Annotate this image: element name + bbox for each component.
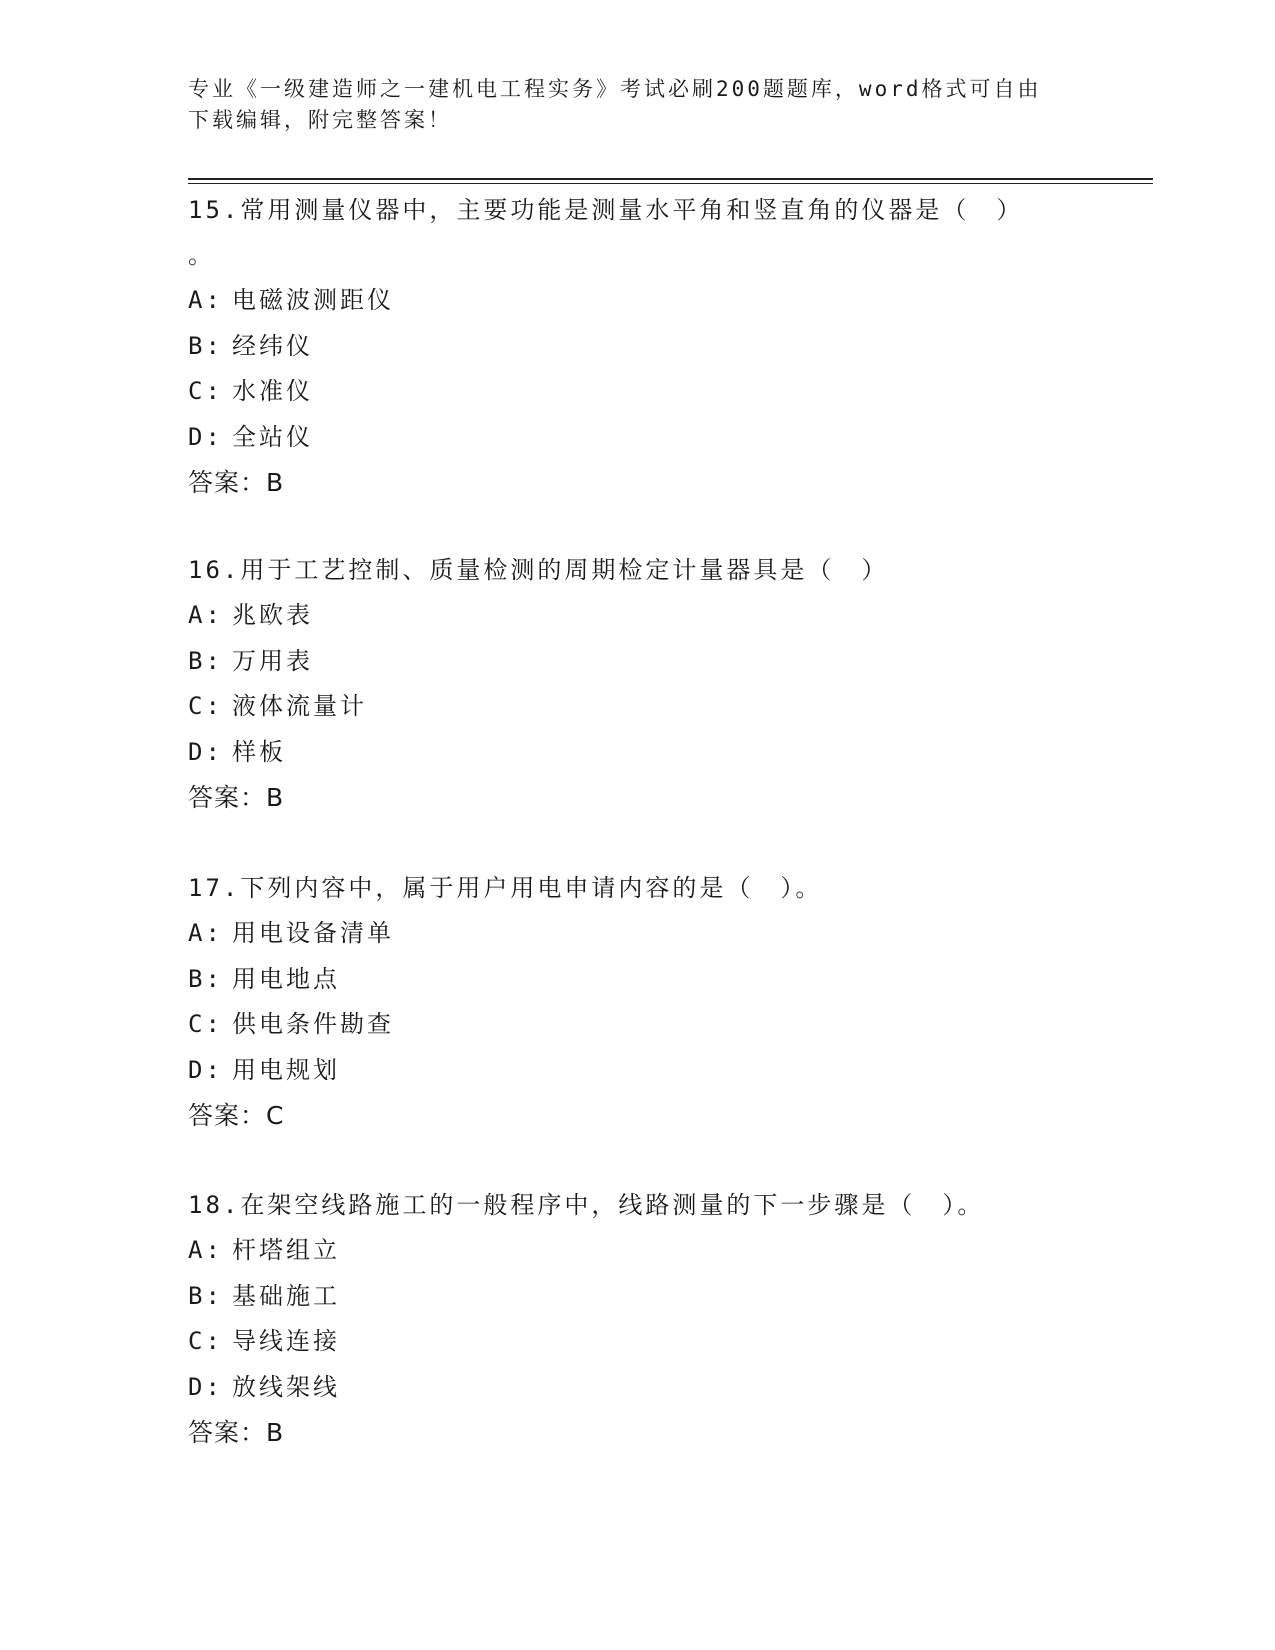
answer: 答案：C [188,1101,285,1130]
question-16 [188,548,1148,820]
option-d [188,1048,1148,1094]
option-text: 杆塔组立 [232,1236,340,1264]
option-letter: B: [188,646,223,675]
option-text: 基础施工 [232,1281,340,1310]
answer: 答案：B [188,1418,285,1447]
option-a [188,593,1148,639]
option-text: 用电地点 [232,964,340,993]
question-stem: 17.下列内容中，属于用户用电申请内容的是（ ）。 [188,874,823,902]
option-text: 放线架线 [232,1372,340,1401]
question-18 [188,1183,1148,1455]
question-15 [188,188,1148,505]
option-text: 液体流量计 [232,692,367,720]
option-text: 导线连接 [232,1327,340,1355]
question-stem: 16.用于工艺控制、质量检测的周期检定计量器具是（ ） [188,556,889,584]
option-text: 兆欧表 [232,601,313,629]
option-d [188,415,1148,461]
option-a [188,278,1148,324]
option-c [188,1319,1148,1365]
option-letter: D: [188,1055,223,1084]
option-letter: A: [188,1236,223,1264]
header-divider-thin [188,183,1153,184]
question-stem-continuation: 。 [188,241,212,269]
option-letter: B: [188,331,223,360]
question-17 [188,866,1148,1138]
option-letter: D: [188,422,223,451]
option-letter: C: [188,1010,223,1038]
option-b [188,1274,1148,1320]
answer: 答案：B [188,468,285,497]
question-stem: 18.在架空线路施工的一般程序中，线路测量的下一步骤是（ ）。 [188,1191,985,1219]
option-letter: B: [188,964,223,993]
option-c [188,1002,1148,1048]
option-c [188,369,1148,415]
option-text: 供电条件勘查 [232,1010,394,1038]
option-d [188,730,1148,776]
option-letter: A: [188,286,223,314]
option-letter: C: [188,1327,223,1355]
option-letter: D: [188,1372,223,1401]
option-text: 水准仪 [232,377,313,405]
option-letter: C: [188,692,223,720]
option-text: 样板 [232,737,286,766]
option-text: 万用表 [232,646,313,675]
document-header [188,74,1068,136]
header-line-1: 专业《一级建造师之一建机电工程实务》考试必刷200题题库，word格式可自由 [188,77,1042,101]
answer: 答案：B [188,783,285,812]
option-text: 经纬仪 [232,331,313,360]
option-d [188,1365,1148,1411]
option-c [188,684,1148,730]
option-letter: A: [188,919,223,947]
option-a [188,911,1148,957]
option-text: 用电规划 [232,1055,340,1084]
option-b [188,639,1148,685]
option-letter: C: [188,377,223,405]
option-text: 用电设备清单 [232,919,394,947]
option-letter: A: [188,601,223,629]
option-text: 全站仪 [232,422,313,451]
option-letter: D: [188,737,223,766]
option-text: 电磁波测距仪 [232,286,394,314]
question-stem: 15.常用测量仪器中，主要功能是测量水平角和竖直角的仪器是（ ） [188,196,1024,224]
option-b [188,324,1148,370]
header-divider-thick [188,178,1153,180]
option-a [188,1228,1148,1274]
option-letter: B: [188,1281,223,1310]
header-line-2: 下载编辑，附完整答案！ [188,108,452,132]
option-b [188,957,1148,1003]
